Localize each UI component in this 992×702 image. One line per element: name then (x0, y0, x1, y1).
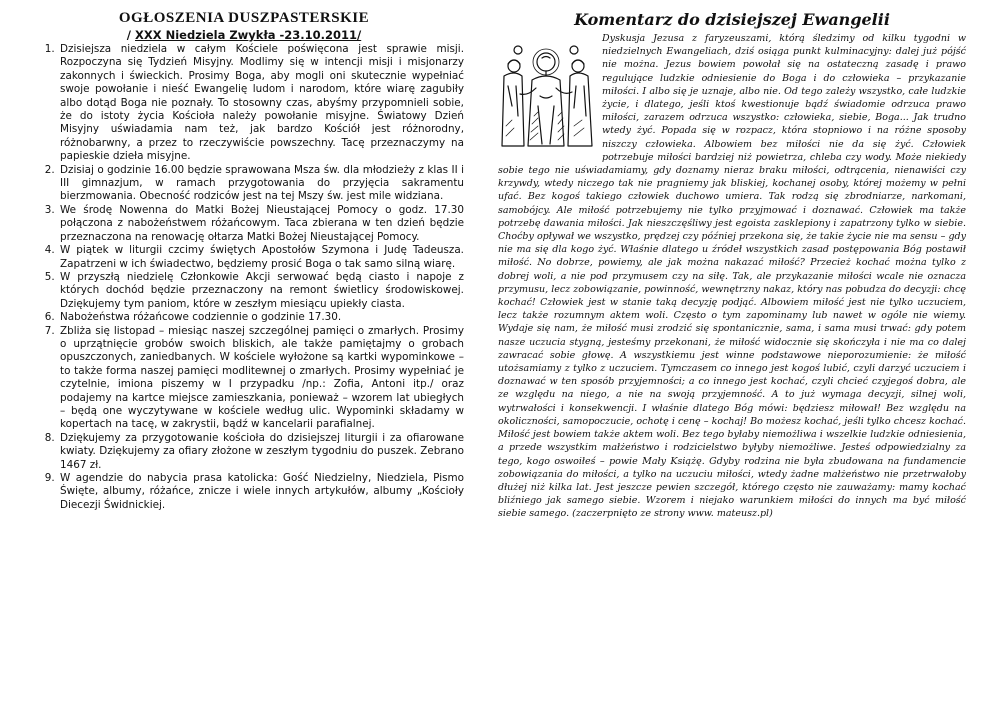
date-text: XXX Niedziela Zwykła -23.10.2011/ (135, 28, 362, 42)
announcements-title: OGŁOSZENIA DUSZPASTERSKIE (118, 10, 370, 26)
announcement-item: 6. Nabożeństwa różańcowe codziennie o godzinie 17.30. (58, 311, 464, 324)
commentary-text: Dyskusja Jezusa z faryzeuszami, którą śledzimy od kilku tygodni w niedzielnych Ewangeliach, dziś osiąga punkt kulminacyjny: dalej już pójść nie można. Jezus bowiem powołał się na ostateczną zasadę i prawo regulujące ludzkie odniesienie do Boga i do człowieka – przykazanie miłości. I albo się je uznaje, albo nie. Od tego zależy wszystko, całe ludzkie życie, i dlatego, jeśli ktoś kwestionuje bądź świadomie odrzuca prawo miłości, zarazem odrzuca wszystko: człowieka, siebie, Boga... Jak trudno wtedy żyć. Popada się w rozpacz, która stopniowo i na różne sposoby niszczy człowieka. Albowiem bez miłości nie da się żyć. Człowiek potrzebuje miłości bardziej niż powietrza, chleba czy wody. Może niekiedy sobie tego nie uświadamiamy, gdy doznamy nieraz braku miłości, odtrącenia, nienawiści czy krzywdy, wtedy niczego tak nie pragniemy jak bliskiej, kochanej osoby, której możemy w pełni ufać. Bez kogoś takiego człowiek duchowo umiera. Tak rodzą się zbrodniarze, narkomani, samobójcy. Ale miłość potrzebujemy nie tylko przyjmować i doznawać. Człowiek ma także potrzebę dawania miłości. Jak nieszczęśliwy jest egoista zasklepiony i zapatrzony tylko w siebie. Choćby opływał we wszystko, prędzej czy później przekona się, że takie życie nie ma sensu – gdy nie ma się dla kogo żyć. Właśnie dlatego u źródeł wszystkich zasad postępowania Bóg postawił miłość. No dobrze, powiemy, ale jak można nakazać miłość? Przecież kochać można tylko z dobrej woli, a nie pod przymusem czy na siłę. Tak, ale przykazanie miłości wcale nie oznacza przymusu, lecz zobowiązanie, powinność, wewnętrzny nakaz, który nas pobudza do decyzji: chcę kochać! Człowiek jest w stanie taką decyzję podjąć. Albowiem miłość jest nie tylko uczuciem, lecz także rozumnym aktem woli. Często o tym zapominamy lub nawet w ogóle nie wiemy. Wydaje się nam, że miłość musi zrodzić się spontanicznie, sama, i sama musi trwać: gdy potem nasze uczucia stygną, jesteśmy przekonani, że miłość widocznie się skończyła i nie ma co dalej zawracać sobie głowę. A wszystkiemu jest winne podstawowe nieporozumienie: że miłość utożsamiamy z tylko z uczuciem. Tymczasem co innego jest kogoś lubić, czyli darzyć uczuciem i doznawać w ten sposób przyjemności; a co innego jest kochać, czyli chcieć czyjegoś dobra, ale ze względu na niego, a nie na swoją przyjemność. A to już wymaga decyzji, silnej woli, wytrwałości i konsekwencji. I właśnie dlatego Bóg mówi: będziesz miłował! Bez względu na okoliczności, samopoczucie, ochotę i cenę – kochaj! Bo możesz kochać, jeśli tylko chcesz kochać. Miłość jest bowiem także aktem woli. Bez tego byłaby niemożliwa i wszelkie ludzkie odniesienia, a przede wszystkim małżeństwo i rodzicielstwo byłyby niemożliwe. Jesteś odpowiedzialny za tego, kogo oswoiłeś – powie Mały Książę. Gdyby rodzina nie była zbudowana na fundamencie zobowiązania do miłości, a tylko na uczuciu miłości, wtedy żadne małżeństwo nie przetrwałoby dłużej niż kilka lat. Jest jeszcze pewien szczegół, którego często nie zauważamy: mamy kochać bliźniego jak samego siebie. Wzorem i niejako warunkiem miłości do innych ma być miłość siebie samego. (zaczerpnięto ze strony www. mateusz.pl) (498, 33, 966, 520)
announcement-item: 2. Dzisiaj o godzinie 16.00 będzie sprawowana Msza św. dla młodzieży z klas II i III gimnazjum, w ramach przygotowania do przyjęcia sakramentu bierzmowania. Obecność rodziców jest na tej Mszy św. jest mile widziana. (58, 164, 464, 204)
announcement-item: 4. W piątek w liturgii czcimy świętych Apostołów Szymona i Judę Tadeusza. Zapatrzeni w ich świadectwo, będziemy prosić Boga o tak samo silną wiarę. (58, 244, 464, 271)
date-prefix: / (126, 28, 135, 42)
announcement-item: 8. Dziękujemy za przygotowanie kościoła do dzisiejszej liturgii i za ofiarowane kwiaty. Dziękujemy za ofiary złożone w zeszłym tygodniu do puszek. Zebrano 1467 zł. (58, 432, 464, 472)
announcement-item: 3. We środę Nowenna do Matki Bożej Nieustającej Pomocy o godz. 17.30 połączona z nabożeństwem różańcowym. Taca zbierana w ten dzień będzie przeznaczona na renowację ołtarza Matki Bożej Nieustającej Pomocy. (58, 204, 464, 244)
jesus-with-pharisees-illustration (498, 36, 596, 151)
commentary-title: Komentarz do dzisiejszej Ewangelii (574, 10, 890, 29)
announcements-date (24, 28, 464, 42)
announcements-list (24, 43, 464, 512)
announcement-item: 9. W agendzie do nabycia prasa katolicka: Gość Niedzielny, Niedziela, Pismo Święte, albumy, różańce, znicze i wiele innych artykułów, albumy „Kościoły Diecezji Świdnickiej. (58, 472, 464, 512)
commentary-body (498, 32, 966, 521)
announcement-item: 5. W przyszłą niedzielę Członkowie Akcji serwować będą ciasto i napoje z których dochód będzie przeznaczony na remont świetlicy środowiskowej. Dziękujemy tym paniom, które w zeszłym miesiącu upiekły ciasta. (58, 271, 464, 311)
gospel-commentary-column (498, 10, 966, 521)
announcement-item: 7. Zbliża się listopad – miesiąc naszej szczególnej pamięci o zmarłych. Prosimy o uprzątnięcie grobów swoich bliskich, ale także pamiętajmy o grobach opuszczonych, zaniedbanych. W kościele wyłożone są kartki wypominkowe – to także forma naszej pamięci modlitewnej o zmarłych. Prosimy wypełniać je czytelnie, imiona piszemy w I przypadku /np.: Zofia, Antoni itp./ oraz podajemy na kartce miejsce zamieszkania, ponieważ – wzorem lat ubiegłych – będą one wyczytywane w kościele według ulic. Wypominki składamy w kopertach na tacę, w zakrystii, bądź w kancelarii parafialnej. (58, 325, 464, 432)
parish-announcements-column (24, 10, 464, 512)
announcement-item: 1. Dzisiejsza niedziela w całym Kościele poświęcona jest sprawie misji. Rozpoczyna się Tydzień Misyjny. Modlimy się w intencji misji i misjonarzy zakonnych i świeckich. Prosimy Boga, aby mogli oni skutecznie wypełniać swoje powołanie i nieść Ewangelię ludom i narodom, które wiarę zagubiły albo dotąd Boga nie poznały. To stosowny czas, abyśmy przypomnieli sobie, że do istoty życia Kościoła należy powołanie misyjne. Światowy Dzień Misyjny uświadamia nam też, jak bardzo Kościół jest różnorodny, różnobarwny, a przez to rzeczywiście powszechny. Tacę przeznaczymy na papieskie dzieła misyjne. (58, 43, 464, 164)
